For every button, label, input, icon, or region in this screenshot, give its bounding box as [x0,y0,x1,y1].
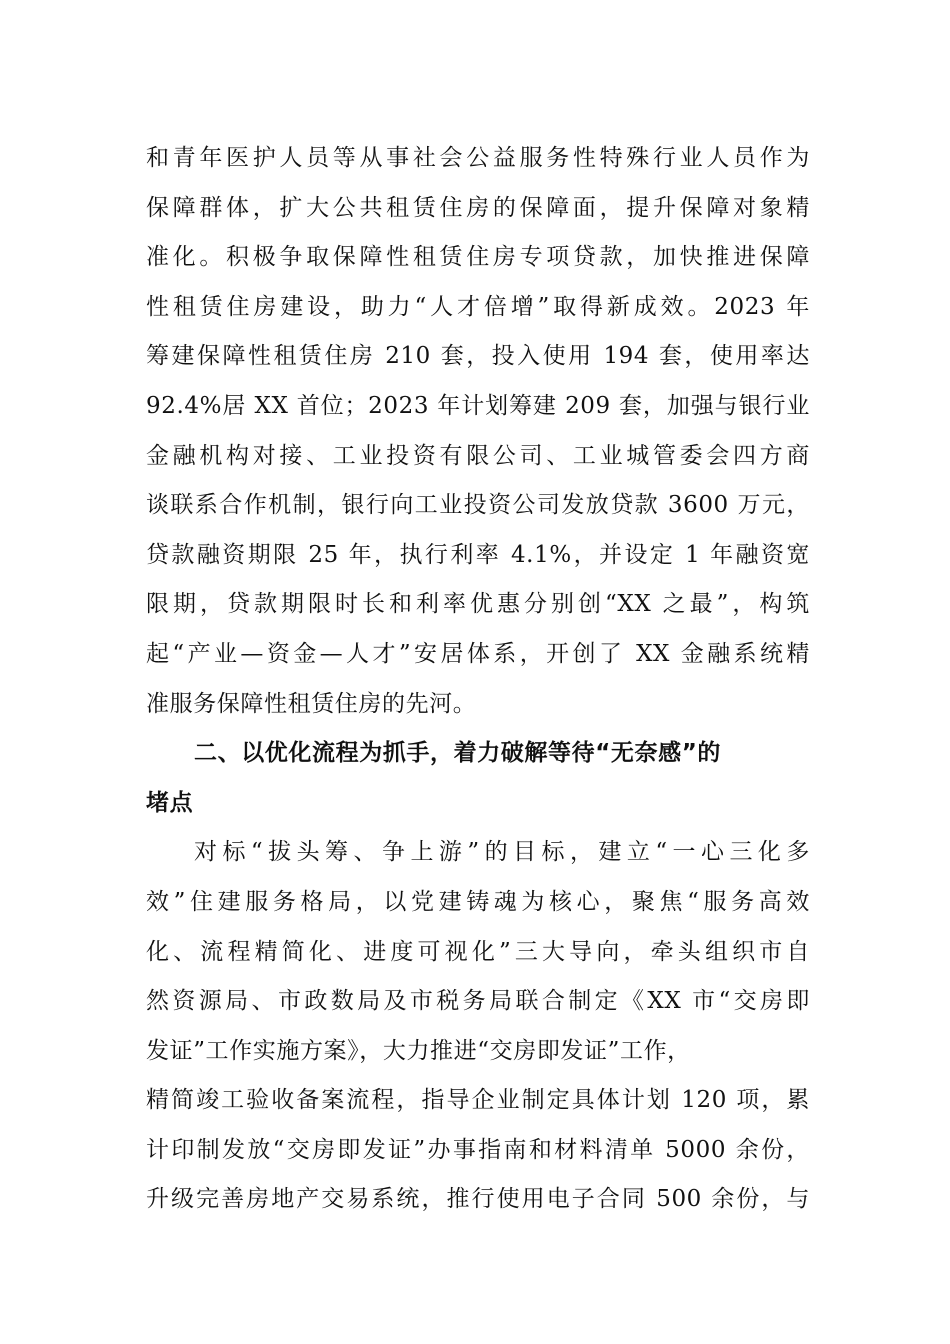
text-line: 升级完善房地产交易系统，推行使用电子合同 500 余份，与 [146,1186,810,1213]
text-line: 发证”工作实施方案》，大力推进“交房即发证”工作， [146,1037,691,1064]
paragraph-housing-finance [146,134,810,729]
heading-line: 二、以优化流程为抓手，着力破解等待“无奈感”的 [194,740,722,767]
text-line: 然资源局、市政数局及市税务局联合制定《XX 市“交房即 [146,988,810,1015]
text-line: 金融机构对接、工业投资有限公司、工业城管委会四方商 [146,442,810,469]
text-line: 化、流程精简化、进度可视化”三大导向，牵头组织市自 [146,938,810,965]
paragraph-process-optimization [146,828,810,1225]
text-line: 和青年医护人员等从事社会公益服务性特殊行业人员作为 [146,145,810,171]
text-line: 精简竣工验收备案流程，指导企业制定具体计划 120 项，累 [146,1087,810,1114]
text-line: 准服务保障性租赁住房的先河。 [146,690,477,717]
text-line: 贷款融资期限 25 年，执行利率 4.1%，并设定 1 年融资宽 [146,541,810,568]
text-line: 计印制发放“交房即发证”办事指南和材料清单 5000 余份， [146,1136,810,1163]
text-line: 对标“拔头筹、争上游”的目标，建立“一心三化多 [194,839,810,866]
text-line: 性租赁住房建设，助力“人才倍增”取得新成效。2023 年 [146,293,810,320]
section-heading-2 [146,729,810,828]
text-line: 限期，贷款期限时长和利率优惠分别创“XX 之最”，构筑 [146,591,810,618]
text-line: 筹建保障性租赁住房 210 套，投入使用 194 套，使用率达 [146,343,810,370]
text-line: 起“产业—资金—人才”安居体系，开创了 XX 金融系统精 [146,640,810,667]
text-line: 保障群体，扩大公共租赁住房的保障面，提升保障对象精 [146,194,810,221]
text-line: 效”住建服务格局，以党建铸魂为核心，聚焦“服务高效 [146,888,810,915]
text-line: 谈联系合作机制，银行向工业投资公司发放贷款 3600 万元， [146,492,810,519]
heading-line: 堵点 [146,789,194,816]
text-line: 准化。积极争取保障性租赁住房专项贷款，加快推进保障 [146,244,810,271]
text-line: 92.4%居 XX 首位；2023 年计划筹建 209 套，加强与银行业 [146,392,810,419]
document-body [146,134,810,1225]
